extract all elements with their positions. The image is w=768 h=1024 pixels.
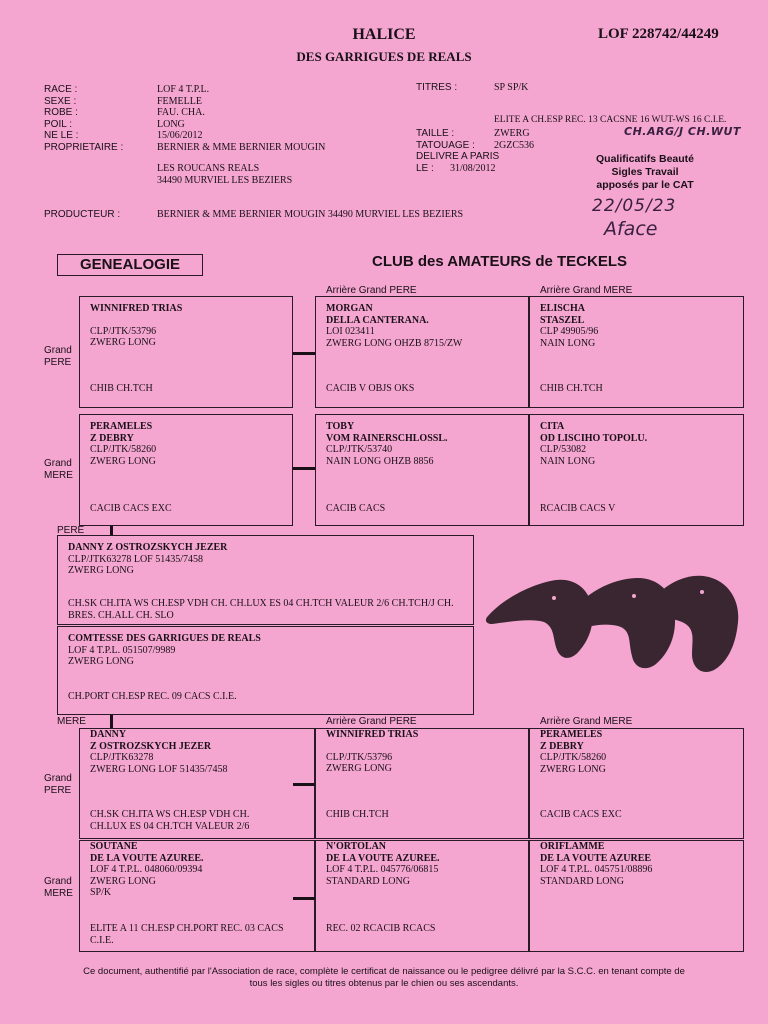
dog-affix: DES GARRIGUES DE REALS [296, 49, 472, 64]
label-proprietaire: PROPRIETAIRE : [44, 141, 124, 153]
dam-box: COMTESSE DES GARRIGUES DE REALS LOF 4 T.P.L. 051507/9989 ZWERG LONG CH.PORT CH.ESP REC. 09 CACS C.I.E. [57, 626, 474, 715]
connector [293, 783, 315, 786]
agp-header-bottom: Arrière Grand PERE [326, 716, 417, 727]
label-poil: POIL : [44, 118, 72, 130]
sire-grandfather-box: WINNIFRED TRIAS CLP/JTK/53796 ZWERG LONG CHIB CH.TCH [79, 296, 293, 408]
sire-box: DANNY Z OSTROZSKYCH JEZER CLP/JTK63278 LOF 51435/7458 ZWERG LONG CH.SK CH.ITA WS CH.ESP VDH CH. CH.LUX ES 04 CH.TCH VALEUR 2/6 CH.TCH/J CH. BRES. CH.ALL CH. SLO [57, 535, 474, 625]
cat-stamp [560, 153, 730, 192]
stamp-line-2: Sigles Travail [611, 166, 679, 178]
club-title: CLUB des AMATEURS de TECKELS [372, 253, 628, 270]
dam-agm2-box: ORIFLAMME DE LA VOUTE AZUREE LOF 4 T.P.L. 045751/08896 STANDARD LONG [529, 840, 744, 952]
handwritten-titles: CH.ARG/J CH.WUT [624, 125, 741, 138]
stamp-line-3: apposés par le CAT [596, 179, 694, 191]
footer-line-2: tous les sigles ou titres obtenus par le chien ou ses ascendants. [249, 978, 519, 989]
value-ne-le: 15/06/2012 [157, 130, 203, 141]
connector [293, 897, 315, 900]
sire-agp2-box: TOBY VOM RAINERSCHLOSSL. CLP/JTK/53740 NAIN LONG OHZB 8856 CACIB CACS [315, 414, 529, 526]
genealogie-title: GENEALOGIE [57, 254, 203, 276]
sire-agm1-box: ELISCHA STASZEL CLP 49905/96 NAIN LONG CHIB CH.TCH [529, 296, 744, 408]
owner-address [157, 163, 292, 186]
address-line-2: 34490 MURVIEL LES BEZIERS [157, 174, 293, 186]
producteur-value: BERNIER & MME BERNIER MOUGIN 34490 MURVIEL LES BEZIERS [157, 209, 464, 220]
value-poil: LONG [157, 118, 185, 130]
taille-label: TAILLE : [416, 128, 455, 139]
value-robe: FAU. CHA. [157, 107, 205, 118]
value-sexe: FEMELLE [157, 95, 202, 107]
sire-grandmother-box: PERAMELES Z DEBRY CLP/JTK/58260 ZWERG LONG CACIB CACS EXC [79, 414, 293, 526]
connector [110, 715, 113, 728]
titres-value: SP SP/K [494, 82, 529, 93]
label-race: RACE : [44, 84, 78, 95]
side-label-grand-mere-1: Grand MERE [44, 458, 73, 481]
value-proprietaire: BERNIER & MME BERNIER MOUGIN [157, 141, 326, 153]
connector [293, 352, 315, 355]
agm-header-bottom: Arrière Grand MERE [540, 716, 633, 727]
agm-header-top: Arrière Grand MERE [540, 285, 633, 296]
side-label-grand-pere-2: Grand PERE [44, 773, 72, 796]
info-labels [44, 84, 123, 153]
label-sexe: SEXE : [44, 95, 77, 107]
dog-name: HALICE [352, 26, 416, 43]
stamp-line-1: Qualificatifs Beauté [595, 153, 695, 165]
producteur-label: PRODUCTEUR : [44, 209, 121, 220]
taille-value: ZWERG [494, 128, 530, 139]
connector [293, 467, 315, 470]
info-values [157, 84, 325, 153]
lof-number: LOF 228742/44249 [598, 26, 719, 42]
address-line-1: LES ROUCANS REALS [157, 163, 260, 174]
dachshund-heads-illustration [482, 570, 744, 680]
handwritten-date: 22/05/23 [592, 196, 677, 216]
value-race: LOF 4 T.P.L. [157, 84, 210, 95]
sire-agp1-box: MORGAN DELLA CANTERANA. LOI 023411 ZWERG LONG OHZB 8715/ZW CACIB V OBJS OKS [315, 296, 529, 408]
dam-agp1-box: WINNIFRED TRIAS CLP/JTK/53796 ZWERG LONG CHIB CH.TCH [315, 728, 529, 839]
agp-header-top: Arrière Grand PERE [326, 285, 417, 296]
side-label-grand-mere-2: Grand MERE [44, 876, 73, 899]
dam-agm1-box: PERAMELES Z DEBRY CLP/JTK/58260 ZWERG LONG CACIB CACS EXC [529, 728, 744, 839]
tatouage-label: TATOUAGE : [416, 139, 475, 151]
elite-line: ELITE A CH.ESP REC. 13 CACSNE 16 WUT-WS 16 C.I.E. [494, 115, 727, 125]
signature: Aface [604, 218, 658, 240]
footer-line-1: Ce document, authentifié par l'Association de race, complète le certificat de naissance ou le pedigree délivré par la S.C.C. en tenant compte de [83, 966, 685, 977]
titres-label: TITRES : [416, 82, 458, 93]
tatouage-value: 2GZC536 [494, 140, 534, 151]
mere-label: MERE [57, 716, 86, 727]
le-value: 31/08/2012 [450, 163, 496, 174]
dam-grandmother-box: SOUTANE DE LA VOUTE AZUREE. LOF 4 T.P.L. 048060/09394 ZWERG LONG SP/K ELITE A 11 CH.ESP CH.PORT REC. 03 CACS C.I.E. [79, 840, 315, 952]
le-label: LE : [416, 162, 434, 174]
footer-note [40, 966, 728, 990]
delivre-line: DELIVRE A PARIS [416, 151, 500, 162]
label-robe: ROBE : [44, 107, 78, 118]
pere-label: PERE [57, 525, 85, 536]
dam-grandfather-box: DANNY Z OSTROZSKYCH JEZER CLP/JTK63278 ZWERG LONG LOF 51435/7458 CH.SK CH.ITA WS CH.ESP VDH CH. CH.LUX ES 04 CH.TCH VALEUR 2/6 [79, 728, 315, 839]
sire-agm2-box: CITA OD LISCIHO TOPOLU. CLP/53082 NAIN LONG RCACIB CACS V [529, 414, 744, 526]
label-ne-le: NE LE : [44, 130, 79, 141]
dam-agp2-box: N'ORTOLAN DE LA VOUTE AZUREE. LOF 4 T.P.L. 045776/06815 STANDARD LONG REC. 02 RCACIB RCACS [315, 840, 529, 952]
side-label-grand-pere-1: Grand PERE [44, 345, 72, 368]
